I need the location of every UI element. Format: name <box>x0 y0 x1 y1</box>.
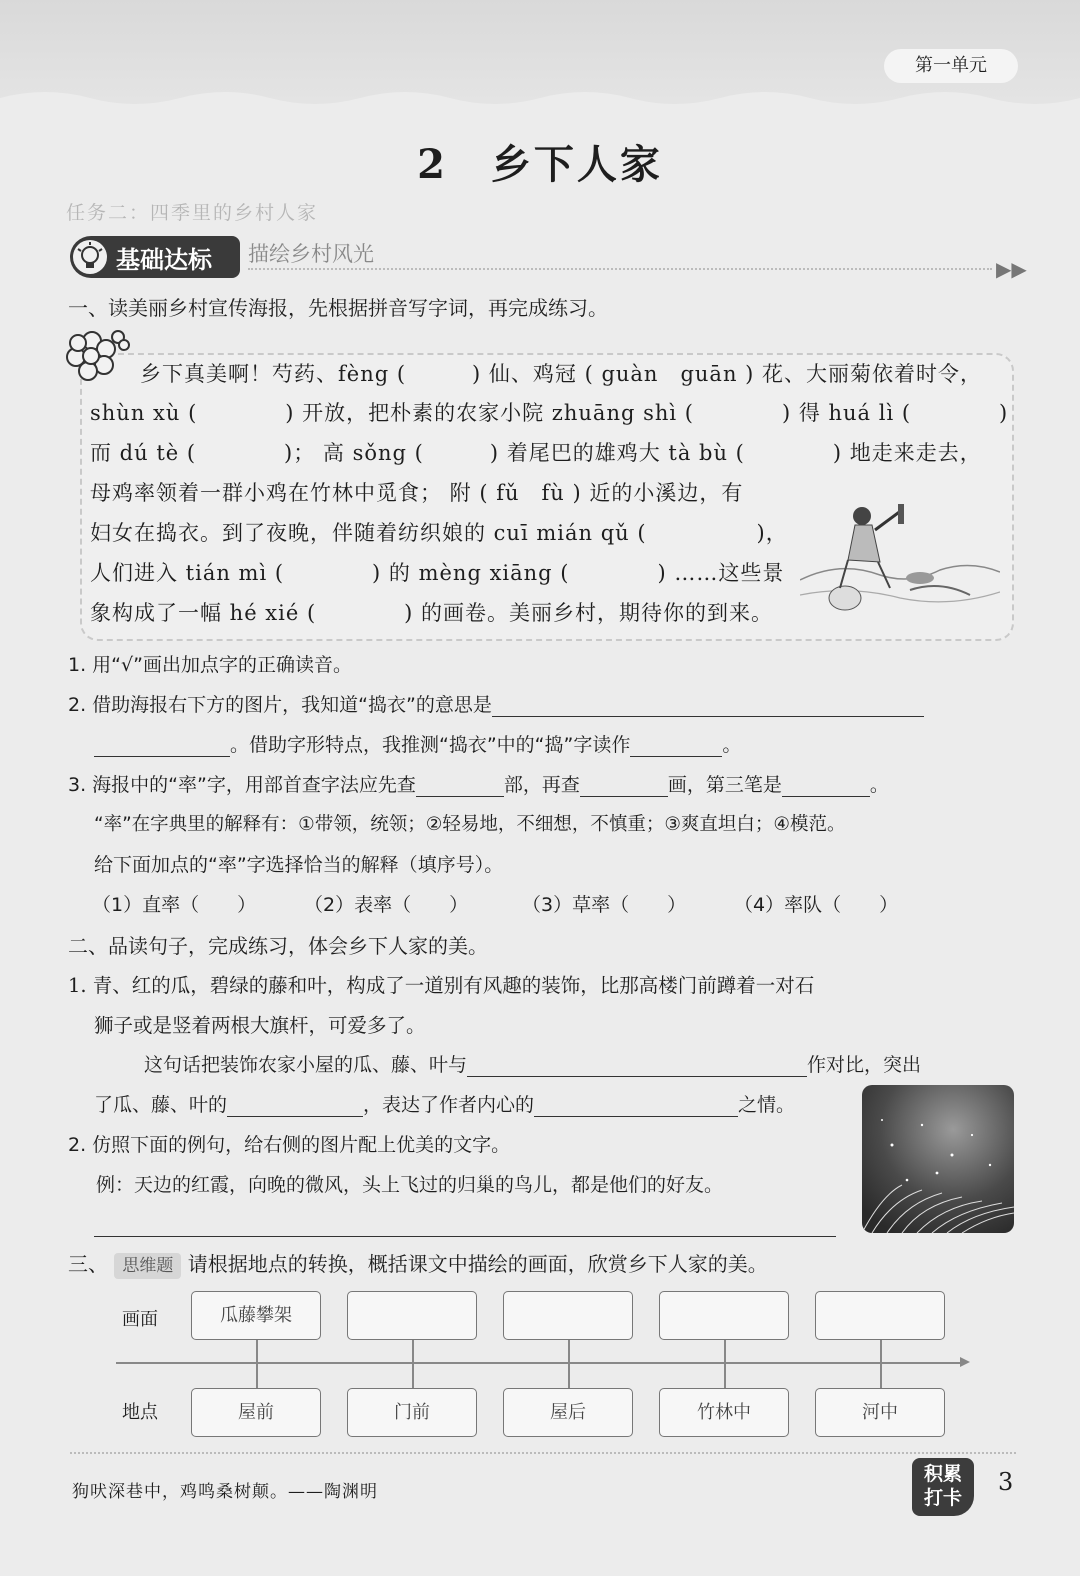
row-label-scene: 画面 <box>122 1309 158 1330</box>
place-box-1: 屋前 <box>191 1388 321 1437</box>
place-box-5: 河中 <box>815 1388 945 1437</box>
s1-q3-option-3[interactable]: （3）草率（ ） <box>522 894 687 916</box>
s1-question-3-definitions: “率”在字典里的解释有：①带领，统领；②轻易地，不细想，不慎重；③爽直坦白；④模范。 <box>94 814 846 835</box>
s1-question-2-cont <box>94 730 741 757</box>
q3-text-b: 部，再查 <box>503 774 580 796</box>
thinking-tag: 思维题 <box>114 1253 181 1279</box>
answer-line[interactable] <box>580 771 668 797</box>
lesson-title: 2 乡下人家 <box>417 141 663 188</box>
q2-text-a: 2. 借助海报右下方的图片，我知道“捣衣”的意思是 <box>68 694 492 716</box>
flower-icon <box>66 327 132 387</box>
answer-line[interactable] <box>94 1236 836 1237</box>
lightbulb-icon <box>73 240 107 274</box>
connector <box>724 1339 726 1389</box>
badge-label: 基础达标 <box>116 246 212 274</box>
poster-line-5: 妇女在捣衣。到了夜晚，伴随着纺织娘的 cuī mián qǔ ( )， <box>90 521 788 545</box>
woman-washing-illustration <box>800 500 1000 615</box>
place-box-2: 门前 <box>347 1388 477 1437</box>
connector <box>256 1339 258 1389</box>
arrow-head-icon <box>960 1357 970 1367</box>
section3-heading <box>68 1248 768 1279</box>
scene-box-3[interactable] <box>503 1291 633 1340</box>
s2-q1-text-a: 这句话把装饰农家小屋的瓜、藤、叶与 <box>144 1054 468 1076</box>
s2-q1-text-b: 作对比，突出 <box>807 1054 922 1076</box>
s2-question-1-line3 <box>144 1050 921 1077</box>
answer-line[interactable] <box>416 771 504 797</box>
section2-heading: 二、品读句子，完成练习，体会乡下人家的美。 <box>68 934 488 958</box>
answer-line[interactable] <box>782 771 870 797</box>
s2-question-1-line4 <box>94 1090 795 1117</box>
answer-line[interactable] <box>94 731 230 757</box>
connector <box>880 1339 882 1389</box>
double-arrow-icon: ▶▶ <box>996 257 1027 281</box>
scene-box-2[interactable] <box>347 1291 477 1340</box>
place-box-4: 竹林中 <box>659 1388 789 1437</box>
poster-line-1: 乡下真美啊！芍药、fèng ( ) 仙、鸡冠 ( guàn guān ) 花、大丽菊依着时令， <box>140 362 983 386</box>
s2-question-1-line2: 狮子或是竖着两根大旗杆，可爱多了。 <box>94 1014 426 1037</box>
badge-subtitle: 描绘乡村风光 <box>248 242 374 266</box>
task-line: 任务二：四季里的乡村人家 <box>66 202 319 224</box>
answer-line[interactable] <box>467 1051 807 1077</box>
s2-question-2: 2. 仿照下面的例句，给右侧的图片配上优美的文字。 <box>68 1134 511 1156</box>
footer-quote: 狗吠深巷中，鸡鸣桑树颠。——陶渊明 <box>72 1482 378 1502</box>
badge-line-1: 积累 <box>923 1463 962 1485</box>
timeline-axis <box>116 1362 964 1364</box>
poster-line-4: 母鸡率领着一群小鸡在竹林中觅食； 附 ( fǔ fù ) 近的小溪边，有 <box>90 481 744 505</box>
answer-line[interactable] <box>630 731 722 757</box>
poster-line-6: 人们进入 tián mì ( ) 的 mèng xiāng ( ) ……这些景 <box>90 561 785 585</box>
connector <box>412 1339 414 1389</box>
night-field-photo <box>862 1085 1014 1233</box>
connector <box>568 1339 570 1389</box>
dotted-divider <box>248 268 992 270</box>
s2-q1-text-c: 了瓜、藤、叶的 <box>94 1094 228 1116</box>
s1-question-2 <box>68 690 924 717</box>
poster-line-7: 象构成了一幅 hé xié ( ) 的画卷。美丽乡村，期待你的到来。 <box>90 601 774 625</box>
section3-prefix: 三、 <box>68 1252 108 1276</box>
section3-heading-text: 请根据地点的转换，概括课文中描绘的画面，欣赏乡下人家的美。 <box>187 1252 768 1276</box>
q3-text-end: 。 <box>869 774 889 796</box>
answer-line[interactable] <box>534 1091 738 1117</box>
q2-text-end: 。 <box>722 734 742 756</box>
s2-question-1-line1: 1. 青、红的瓜，碧绿的藤和叶，构成了一道别有风趣的装饰，比那高楼门前蹲着一对石 <box>68 974 815 997</box>
poster-line-3: 而 dú tè ( )； 高 sǒng ( ) 着尾巴的雄鸡大 tà bù ( ) 地走来走去， <box>90 441 982 465</box>
header-wave <box>0 84 1080 124</box>
s1-q3-option-2[interactable]: （2）表率（ ） <box>304 894 469 916</box>
s1-q3-option-1[interactable]: （1）直率（ ） <box>92 894 257 916</box>
s2-question-2-example: 例：天边的红霞，向晚的微风，头上飞过的归巢的鸟儿，都是他们的好友。 <box>96 1174 724 1196</box>
place-box-3: 屋后 <box>503 1388 633 1437</box>
unit-tag: 第一单元 <box>884 49 1018 83</box>
q3-text-a: 3. 海报中的“率”字，用部首查字法应先查 <box>68 774 416 796</box>
s2-q1-text-d: ，表达了作者内心的 <box>363 1094 535 1116</box>
scene-box-4[interactable] <box>659 1291 789 1340</box>
row-label-place: 地点 <box>122 1402 158 1423</box>
q2-text-b: 。借助字形特点，我推测“捣衣”中的“捣”字读作 <box>230 734 631 756</box>
footer-divider <box>70 1452 1016 1454</box>
page-number: 3 <box>998 1468 1014 1496</box>
s2-q1-text-e: 之情。 <box>738 1094 796 1116</box>
section1-heading: 一、读美丽乡村宣传海报，先根据拼音写字词，再完成练习。 <box>68 296 608 320</box>
poster-line-2: shùn xù ( ) 开放，把朴素的农家小院 zhuāng shì ( ) 得 huá lì ( ) <box>90 401 1009 425</box>
q3-text-c: 画，第三笔是 <box>667 774 782 796</box>
s1-question-1: 1. 用“√”画出加点字的正确读音。 <box>68 654 352 676</box>
badge-line-2: 打卡 <box>923 1487 962 1509</box>
answer-line[interactable] <box>227 1091 363 1117</box>
scene-box-5[interactable] <box>815 1291 945 1340</box>
s1-question-3 <box>68 770 889 797</box>
jilei-daka-badge <box>912 1458 974 1516</box>
s1-q3-option-4[interactable]: （4）率队（ ） <box>734 894 899 916</box>
scene-box-1[interactable]: 瓜藤攀架 <box>191 1291 321 1340</box>
s1-question-3-instruction: 给下面加点的“率”字选择恰当的解释（填序号）。 <box>94 854 504 876</box>
answer-line[interactable] <box>492 691 924 717</box>
